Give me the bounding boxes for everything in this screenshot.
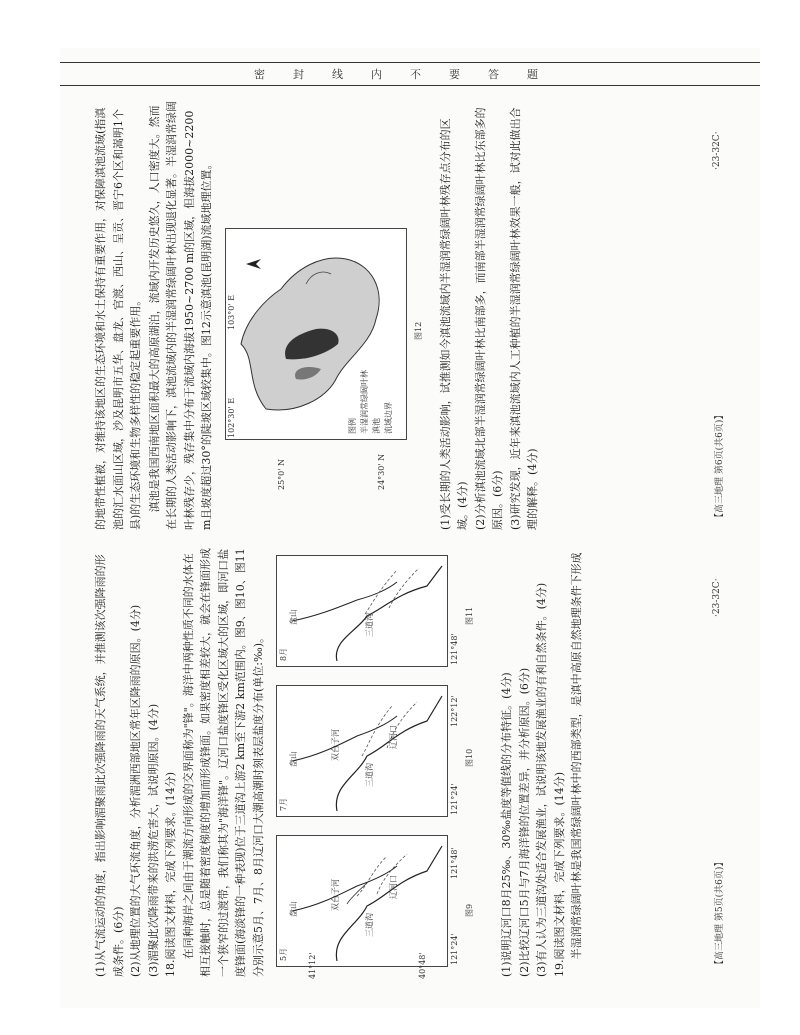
map-may-lon2: 121°48' bbox=[450, 847, 459, 879]
map-august-panshan: 盘山 bbox=[289, 609, 298, 625]
figure-12 bbox=[217, 100, 437, 530]
map-july-estuary: 辽河口 bbox=[389, 725, 398, 749]
figure-12-caption: 图12 bbox=[413, 321, 423, 340]
question-18-2: (2)比较辽河口5月与7月海洋锋的位置差异，并分析原因。(6分) bbox=[517, 667, 531, 977]
map-july-lon3: 122°12' bbox=[450, 695, 459, 727]
seal-line-header bbox=[60, 62, 760, 86]
figure-11-caption: 图11 bbox=[465, 606, 474, 625]
question-19-material-cont: 的地带性植被，对维持该地区的生态环境和水土保持有重要作用，对保障滇池流域(指滇池的汇水面山区域，沙及昆明市五华、盘龙、官渡、西山、呈贡、晋宁6个区和嵩明1个县)的生态环境和生物多样性的稳定起重要作用。 bbox=[94, 107, 142, 530]
figure-9-caption: 图9 bbox=[465, 903, 474, 917]
map-july-lon1: 121°24' bbox=[450, 783, 459, 815]
dianchi-basin-map bbox=[225, 228, 407, 440]
map-august bbox=[276, 555, 448, 667]
map-july bbox=[276, 685, 448, 817]
question-17-3: (3)湄聚此次降雨带来的洪涝危害大，试说明原因。(4分) bbox=[146, 703, 160, 977]
map-may-estuary: 辽河口 bbox=[389, 875, 398, 899]
map-may-lat1: 41°12' bbox=[308, 952, 317, 979]
map-may bbox=[276, 835, 448, 967]
map-july-sandaogou: 三道沟 bbox=[365, 763, 374, 787]
map-august-lon2: 121°48' bbox=[450, 633, 459, 665]
question-19-material: 半湿润常绿阔叶林是我国常绿阔叶林中的西部类型，是滇中高原自然地理条件下形成 bbox=[570, 552, 583, 960]
map-lat-b: 24°30' N bbox=[376, 453, 386, 490]
question-19-3: (3)研究发现，近年来滇池流域内人工种植的半湿润常绿阔叶林效果一般，试对此做出合理的解释。(4分) bbox=[508, 107, 539, 530]
page-5-code: ·23-32C· bbox=[712, 578, 722, 617]
question-18-1: (1)说明辽河口8月25‰、30‰盐度等值线的分布特征。(4分) bbox=[500, 672, 513, 977]
map-may-panshan: 盘山 bbox=[289, 901, 298, 917]
page-5 bbox=[92, 547, 752, 977]
map-may-river: 双台子河 bbox=[331, 879, 340, 911]
map-may-lat3: 40°48' bbox=[418, 952, 427, 979]
question-19-material-2: 滇池是我国西南地区面积最大的高原湖泊，流域内开发历史悠久，人口密度大。然而在长期的人类活动影响下，滇池流域内的半湿润常绿阔叶林出现退化显著。半湿润常绿阔叶林残存少，残存集中分布于流域内海拔1950~2700 m的区域，但海拔2000~2200 m且坡度超过30°的陡坡区域较集中。图12示意滇池(昆明湖)流域地理位置。 bbox=[147, 101, 213, 530]
legend-forest: 半湿润常绿阔叶林 bbox=[359, 370, 369, 434]
question-17-2: (2)从地理位置的大气环流角度，分析湄洲西部地区常年区降雨的原因。(4分) bbox=[129, 604, 142, 977]
map-august-month: 8月 bbox=[279, 647, 288, 661]
map-lat-a: 25°0' N bbox=[276, 458, 286, 490]
question-18-3: (3)有人认为三道沟处适合发展渔业，试说明该地发展渔业的有利自然条件。(4分) bbox=[535, 582, 548, 977]
salinity-maps bbox=[268, 547, 498, 977]
legend-boundary: 流域边界 bbox=[383, 402, 393, 434]
map-august-sandaogou: 三道沟 bbox=[365, 613, 374, 637]
map-lon-a: 102°30' E bbox=[226, 397, 236, 438]
page-6 bbox=[92, 100, 752, 530]
question-18-title: 18.阅读图文材料，完成下列要求。(14分) bbox=[164, 771, 177, 977]
figure-10-caption: 图10 bbox=[465, 748, 474, 767]
question-19-title: 19.阅读图文材料，完成下列要求。(14分) bbox=[552, 771, 566, 977]
legend-title: 图例 bbox=[347, 418, 357, 434]
question-19-2: (2)分析滇池流域北部半湿润常绿阔叶林比南部多，而南部半湿润常绿阔叶林比东部多的原因。(6分) bbox=[473, 107, 504, 530]
seal-text: 密封线内不要答题 bbox=[254, 68, 566, 81]
question-19-1: (1)受长期的人类活动影响，试推测如今滇池流域内半湿润常绿阔叶林残存点分布的区域。(4分) bbox=[438, 118, 469, 530]
page-5-footer: 【高三地理 第5页(共6页)】 bbox=[715, 857, 725, 969]
page-6-code: ·23-32C· bbox=[712, 131, 722, 170]
map-may-lon1: 121°24' bbox=[450, 933, 459, 965]
legend-lake: 滇池 bbox=[371, 418, 381, 434]
map-may-sandaogou: 三道沟 bbox=[365, 913, 374, 937]
map-may-month: 5月 bbox=[279, 947, 288, 961]
rotated-page-content bbox=[92, 85, 752, 985]
map-july-panshan: 盘山 bbox=[289, 751, 298, 767]
question-18-material: 在同种海岸之间由于潮流方向形成的交界面称为"锋"。海洋中两种性质不同的水体在相互接触时，总是随着密度梯度的增加而形成锋面。如果密度相差较大，就会在锋面形成一个狭窄的过渡带，我们称其为"海洋锋"。辽河口盐度锋区受化区域大的区域，即河口盐度锋面(海淡锋的一种表现)位于三道沟上游2 km至下游2 km范围内。图9、图10、图11分别示意5月、7月、8月辽河口大潮高潮时刻表层盐度分布(单位:‰)。 bbox=[181, 548, 265, 977]
question-17-1: (1)从气流运动的角度，指出影响湄聚雨此次强降雨的天气系统，并推测该次强降雨的形成条件。(6分) bbox=[94, 554, 125, 977]
page-6-footer: 【高三地理 第6页(共6页)】 bbox=[715, 410, 725, 522]
map-july-month: 7月 bbox=[279, 797, 288, 811]
map-july-river: 双台子河 bbox=[331, 729, 340, 761]
map-lon-b: 103°0' E bbox=[226, 295, 236, 330]
